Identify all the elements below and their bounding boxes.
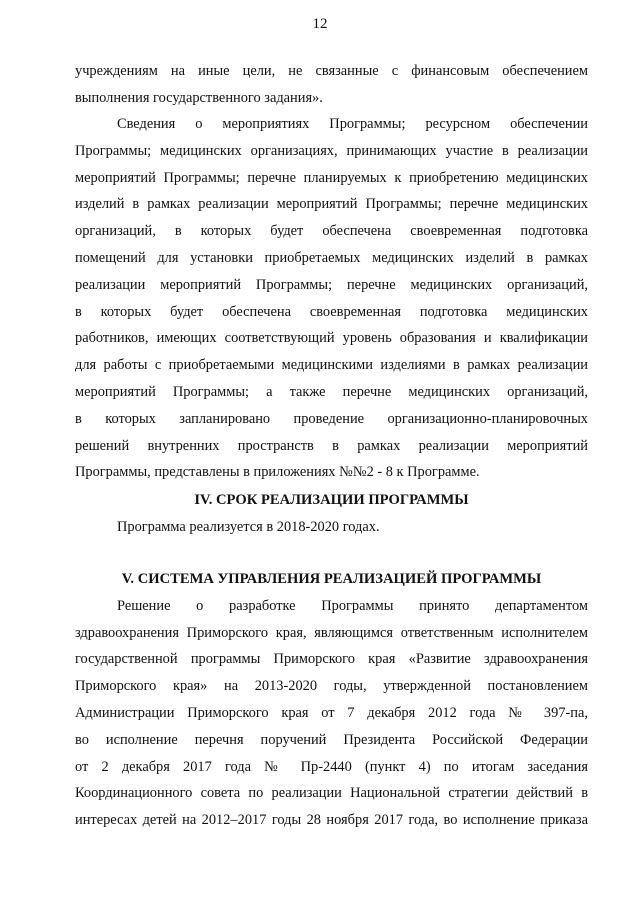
text-line: Программа реализуется в 2018-2020 годах. — [117, 518, 380, 535]
section-5 — [75, 566, 588, 834]
text-line: здравоохранения Приморского края, являющимся ответственным исполнителем — [75, 624, 588, 641]
text-line: Программы; медицинских организациях, принимающих участие в реализации — [75, 142, 588, 159]
text-line: для работы с приобретаемыми медицинскими изделиями в рамках реализации — [75, 357, 588, 374]
text-line: Решение о разработке Программы принято департаментом — [117, 597, 588, 614]
text-line: во исполнение перечня поручений Президента Российской Федерации — [75, 731, 588, 748]
text-line: Программы, представлены в приложениях №№2 - 8 к Программе. — [75, 464, 480, 481]
text-line: Приморского края» на 2013-2020 годы, утвержденной постановлением — [75, 678, 588, 695]
section-heading: IV. СРОК РЕАЛИЗАЦИИ ПРОГРАММЫ — [194, 492, 469, 508]
text-line: государственной программы Приморского края «Развитие здравоохранения — [75, 651, 588, 668]
text-line: Координационного совета по реализации Национальной стратегии действий в — [75, 785, 588, 802]
section-heading: V. СИСТЕМА УПРАВЛЕНИЯ РЕАЛИЗАЦИЕЙ ПРОГРАММЫ — [121, 571, 542, 587]
paragraph-intro — [75, 58, 588, 112]
text-line: решений внутренних пространств в рамках реализации мероприятий — [75, 437, 588, 454]
text-line: в которых будет обеспечена своевременная подготовка медицинских — [75, 303, 588, 320]
paragraph-program-info — [75, 111, 588, 486]
text-line: мероприятий Программы; перечне планируемых к приобретению медицинских — [75, 169, 588, 186]
text-line: реализации мероприятий Программы; перечне медицинских организаций, — [75, 276, 588, 293]
text-line: Администрации Приморского края от 7 декабря 2012 года № 397-па, — [75, 704, 588, 721]
text-line: от 2 декабря 2017 года № Пр-2440 (пункт 4) по итогам заседания — [75, 758, 588, 775]
text-line: в которых запланировано проведение организационно-планировочных — [75, 410, 588, 427]
text-line: изделий в рамках реализации мероприятий Программы; перечне медицинских — [75, 196, 588, 213]
page-number: 12 — [312, 16, 328, 32]
text-line: Сведения о мероприятиях Программы; ресурсном обеспечении — [117, 116, 588, 132]
text-line: интересах детей на 2012–2017 годы 28 ноября 2017 года, во исполнение приказа — [75, 812, 588, 829]
text-line: выполнения государственного задания». — [75, 89, 323, 106]
text-line: работников, имеющих соответствующий уровень образования и квалификации — [75, 330, 588, 347]
section-4 — [75, 487, 588, 541]
text-line: помещений для установки приобретаемых медицинских изделий в рамках — [75, 249, 588, 266]
text-line: мероприятий Программы; а также перечне медицинских организаций, — [75, 383, 588, 400]
text-line: учреждениям на иные цели, не связанные с финансовым обеспечением — [75, 63, 588, 79]
text-line: организаций, в которых будет обеспечена своевременная подготовка — [75, 223, 588, 240]
